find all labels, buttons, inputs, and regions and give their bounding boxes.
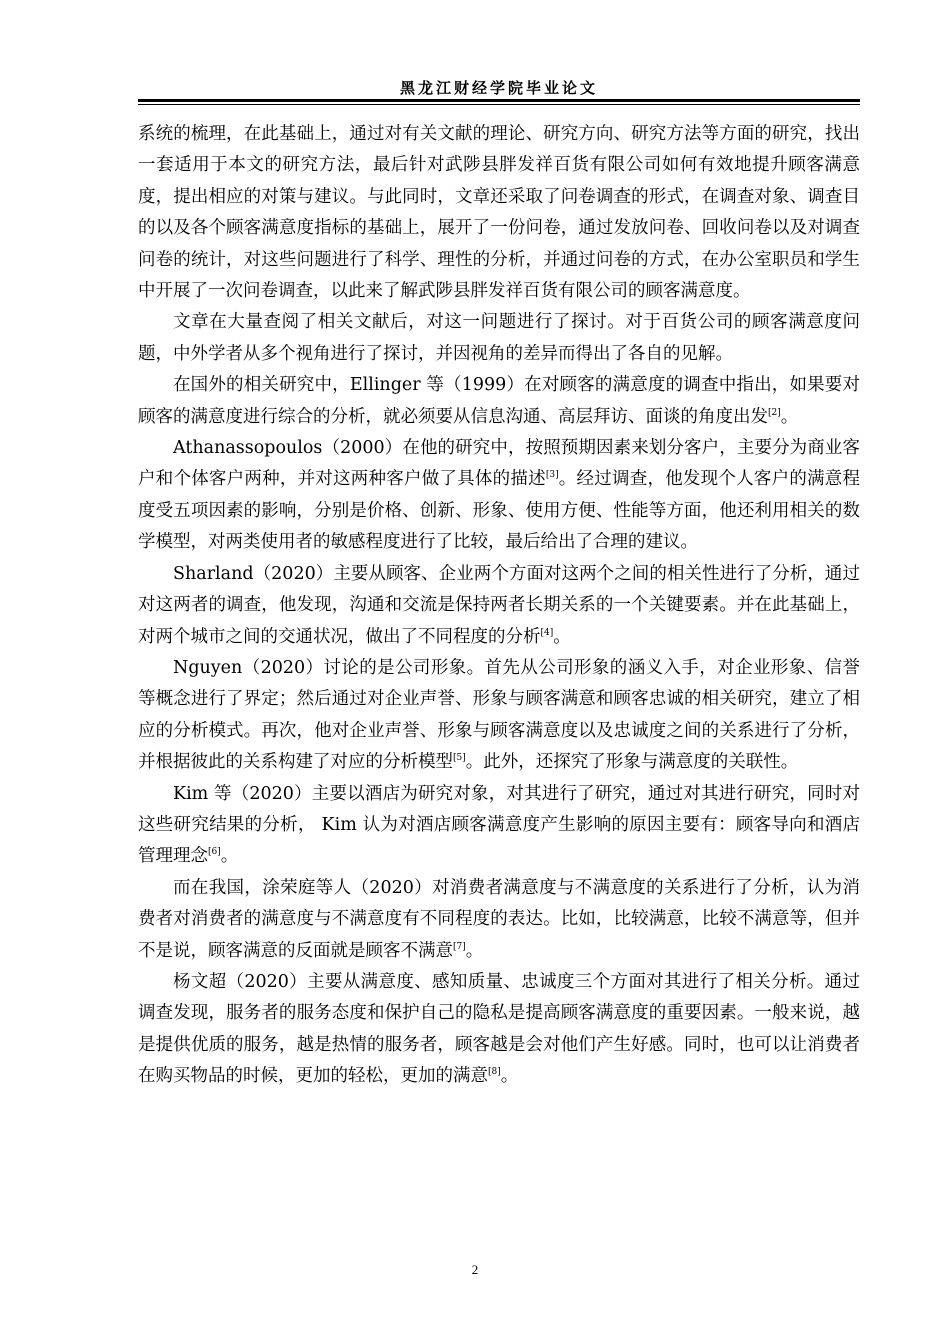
body-paragraph [138,653,860,779]
citation-marker: [5] [453,753,466,764]
header-rule-thin [138,104,860,105]
citation-marker: [6] [208,847,221,858]
paragraph-text: 。 [500,1066,519,1087]
body-paragraph [138,559,860,653]
paragraph-text: Athanassopoulos（2000）在他的研究中，按照预期因素来划分客户，主要分为商业客户和个体客户两种，并对这两种客户做了具体的描述 [138,438,860,490]
paragraph-text: 。经过调查，他发现个人客户的满意程度受五项因素的影响，分别是价格、创新、形象、使用方便、性能等方面，他还利用相关的数学模型，对两类使用者的敏感程度进行了比较，最后给出了合理的建议。 [138,469,861,553]
citation-marker: [7] [453,941,466,952]
paragraph-text: 。此外，还探究了形象与满意度的关联性。 [465,752,799,773]
running-header: 黑龙江财经学院毕业论文 [399,79,598,97]
citation-marker: [3] [545,470,559,481]
body-paragraph [138,967,860,1093]
page-number: 2 [471,1262,479,1277]
body-paragraph [138,873,860,967]
body-paragraph [138,433,860,559]
paragraph-text: 系统的梳理，在此基础上，通过对有关文献的理论、研究方向、研究方法等方面的研究，找出一套适用于本文的研究方法，最后针对武陟县胖发祥百货有限公司如何有效地提升顾客满意度，提出相应的对策与建议。与此同时，文章还采取了问卷调查的形式，在调查对象、调查目的以及各个顾客满意度指标的基础上，展开了一份问卷，通过发放问卷、回收问卷以及对调查问卷的统计，对这些问题进行了科学、理性的分析，并通过问卷的方式，在办公室职员和学生中开展了一次问卷调查，以此来了解武陟县胖发祥百货有限公司的顾客满意度。 [138,124,860,302]
citation-marker: [8] [488,1067,501,1078]
body-paragraph [138,119,860,307]
body-paragraph [138,779,860,873]
paragraph-text: 。 [553,626,571,647]
paragraph-text: 在国外的相关研究中，Ellinger 等（1999）在对顾客的满意度的调查中指出，如果要对顾客的满意度进行综合的分析，就必须要从信息沟通、高层拜访、面谈的角度出发 [138,375,860,427]
header-rule-thick [138,99,860,102]
body-paragraph [138,370,860,433]
citation-marker: [2] [768,407,781,418]
paragraph-text: Kim 等（2020）主要以酒店为研究对象，对其进行了研究，通过对其进行研究，同时对这些研究结果的分析， Kim 认为对酒店顾客满意度产生影响的原因主要有：顾客导向和酒店管理理念 [138,783,860,867]
paragraph-text: 杨文超（2020）主要从满意度、感知质量、忠诚度三个方面对其进行了相关分析。通过调查发现，服务者的服务态度和保护自己的隐私是提高顾客满意度的重要因素。一般来说，越是提供优质的服务，越是热情的服务者，顾客越是会对他们产生好感。同时，也可以让消费者在购买物品的时候，更加的轻松，更加的满意 [138,971,860,1087]
citation-marker: [4] [540,627,554,638]
paragraph-text: 而在我国，涂荣庭等人（2020）对消费者满意度与不满意度的关系进行了分析，认为消费者对消费者的满意度与不满意度有不同程度的表达。比如，比较满意，比较不满意等，但并不是说，顾客满意的反面就是顾客不满意 [138,877,860,961]
paragraph-text: 文章在大量查阅了相关文献后，对这一问题进行了探讨。对于百货公司的顾客满意度问题，中外学者从多个视角进行了探讨，并因视角的差异而得出了各自的见解。 [138,312,860,364]
paragraph-text: 。 [780,406,799,427]
paragraph-text: 。 [220,846,239,867]
paragraph-text: 。 [465,940,484,961]
body-text [138,119,860,1093]
body-paragraph [138,307,860,370]
paragraph-text: Nguyen（2020）讨论的是公司形象。首先从公司形象的涵义入手，对企业形象、信誉等概念进行了界定；然后通过对企业声誉、形象与顾客满意和顾客忠诚的相关研究，建立了相应的分析模式。再次，他对企业声誉、形象与顾客满意度以及忠诚度之间的关系进行了分析，并根据彼此的关系构建了对应的分析模型 [138,657,860,773]
paragraph-text: Sharland（2020）主要从顾客、企业两个方面对这两个之间的相关性进行了分析，通过对这两者的调查，他发现，沟通和交流是保持两者长期关系的一个关键要素。并在此基础上，对两个城市之间的交通状况，做出了不同程度的分析 [138,563,860,647]
